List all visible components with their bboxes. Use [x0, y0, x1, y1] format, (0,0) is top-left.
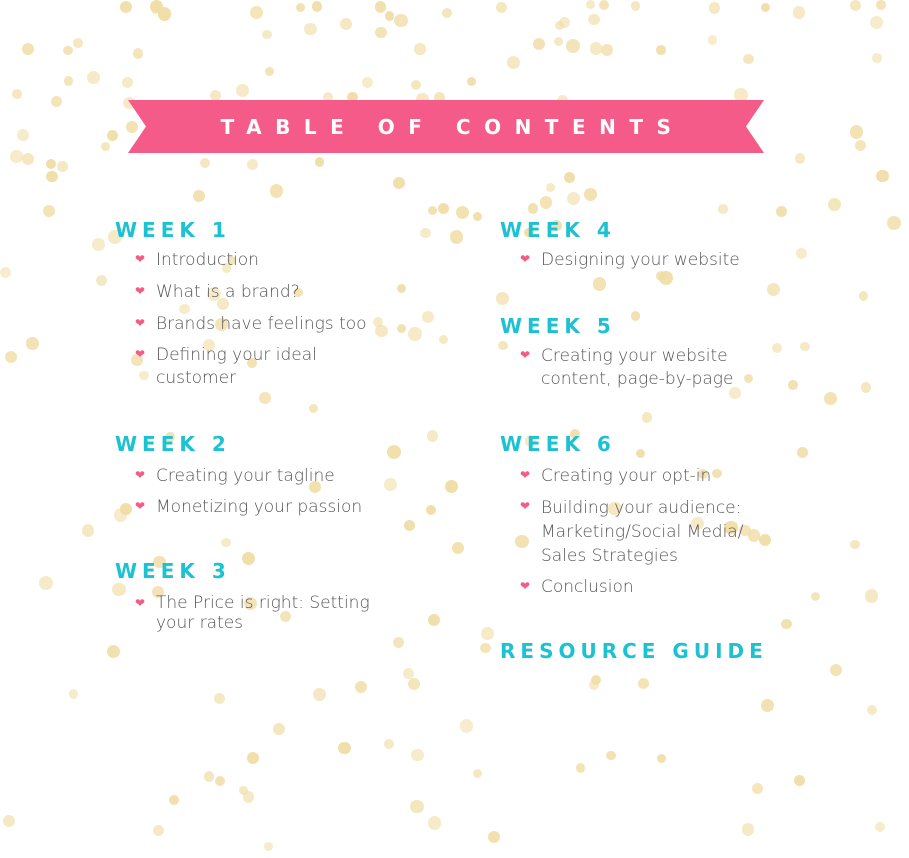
confetti-dot [586, 0, 595, 9]
confetti-dot [872, 53, 882, 63]
confetti-dot [250, 6, 263, 19]
confetti-dot [315, 157, 324, 166]
confetti-dot [657, 754, 666, 763]
confetti-dot [761, 699, 774, 712]
confetti-dot [850, 540, 860, 550]
confetti-dot [593, 277, 607, 291]
confetti-dot [887, 216, 901, 230]
list-item: ❤ The Price is right: Setting your rates [135, 593, 370, 633]
week-1-section [115, 218, 415, 390]
confetti-dot [795, 153, 805, 163]
confetti-dot [5, 351, 18, 364]
confetti-dot [338, 742, 351, 755]
confetti-dot [69, 689, 78, 698]
confetti-dot [656, 45, 666, 55]
confetti-dot [445, 480, 458, 493]
week-6-title: WEEK 6 [500, 432, 616, 456]
list-item: ❤ Defining your ideal customer [135, 345, 317, 388]
confetti-dot [855, 140, 866, 151]
confetti-dot [422, 311, 434, 323]
heart-icon: ❤ [135, 347, 146, 361]
confetti-dot [410, 800, 423, 813]
confetti-dot [221, 538, 231, 548]
confetti-dot [642, 412, 652, 422]
confetti-dot [567, 192, 580, 205]
confetti-dot [659, 271, 673, 285]
confetti-dot [46, 159, 57, 170]
confetti-dot [439, 335, 449, 345]
confetti-dot [870, 16, 883, 29]
confetti-dot [564, 172, 575, 183]
confetti-dot [10, 150, 23, 163]
confetti-dot [312, 1, 322, 11]
confetti-dot [606, 751, 616, 761]
confetti-dot [96, 275, 107, 286]
confetti-dot [576, 763, 585, 772]
list-item: ❤ Monetizing your passion [135, 497, 363, 517]
confetti-dot [101, 142, 111, 152]
confetti-dot [588, 14, 600, 26]
confetti-dot [411, 749, 423, 761]
confetti-dot [384, 739, 394, 749]
confetti-dot [850, 125, 863, 138]
confetti-dot [273, 723, 285, 735]
confetti-dot [540, 196, 553, 209]
confetti-dot [481, 627, 494, 640]
week-1-title: WEEK 1 [115, 218, 231, 242]
confetti-dot [861, 382, 872, 393]
confetti-dot [107, 645, 120, 658]
heart-icon: ❤ [520, 499, 531, 513]
confetti-dot [394, 14, 408, 28]
list-item: ❤ Creating your opt-in [520, 466, 712, 486]
confetti-dot [554, 37, 563, 46]
confetti-dot [63, 46, 73, 56]
confetti-dot [800, 342, 809, 351]
confetti-dot [456, 206, 469, 219]
confetti-dot [313, 688, 326, 701]
heart-icon: ❤ [135, 316, 146, 330]
confetti-dot [414, 43, 425, 54]
confetti-dot [82, 524, 95, 537]
confetti-dot [46, 171, 57, 182]
confetti-dot [601, 44, 613, 56]
confetti-dot [442, 8, 452, 18]
confetti-dot [214, 693, 225, 704]
confetti-dot [546, 183, 555, 192]
week-3-section [115, 559, 415, 633]
confetti-dot [875, 822, 885, 832]
week-2-section [115, 432, 415, 519]
list-item: ❤ Brands have feelings too [135, 314, 367, 334]
confetti-dot [752, 783, 763, 794]
confetti-dot [473, 212, 483, 222]
list-item: ❤ Creating your website content, page-by-page [520, 346, 734, 389]
confetti-dot [767, 283, 780, 296]
confetti-dot [262, 30, 272, 40]
week-6-section [500, 432, 800, 599]
confetti-dot [210, 90, 221, 101]
confetti-dot [236, 84, 249, 97]
confetti-dot [566, 39, 580, 53]
list-item: ❤ Building your audience: Marketing/Social Media/ Sales Strategies [520, 498, 744, 566]
confetti-dot [404, 520, 415, 531]
heart-icon: ❤ [135, 596, 146, 610]
confetti-dot [107, 130, 118, 141]
heart-icon: ❤ [520, 348, 531, 362]
confetti-dot [867, 705, 877, 715]
confetti-dot [362, 77, 373, 88]
confetti-dot [793, 6, 805, 18]
confetti-dot [708, 35, 718, 45]
confetti-dot [830, 664, 843, 677]
confetti-dot [12, 89, 22, 99]
confetti-dot [264, 842, 273, 851]
confetti-dot [876, 0, 886, 10]
confetti-dot [742, 823, 755, 836]
confetti-dot [247, 159, 258, 170]
confetti-dot [150, 0, 163, 13]
list-item: ❤ Conclusion [520, 577, 634, 597]
confetti-dot [761, 3, 770, 12]
confetti-dot [26, 337, 39, 350]
confetti-dot [452, 542, 464, 554]
confetti-dot [215, 776, 225, 786]
confetti-dot [296, 3, 305, 12]
list-item: ❤ Introduction [135, 250, 259, 270]
confetti-dot [599, 0, 609, 10]
week-5-title: WEEK 5 [500, 314, 616, 338]
page-title: TABLE OF CONTENTS [220, 115, 685, 139]
confetti-dot [193, 190, 205, 202]
confetti-dot [428, 614, 440, 626]
confetti-dot [87, 71, 100, 84]
confetti-dot [876, 170, 889, 183]
confetti-dot [828, 198, 841, 211]
confetti-dot [247, 752, 259, 764]
confetti-dot [718, 204, 727, 213]
confetti-dot [811, 592, 820, 601]
heart-icon: ❤ [520, 252, 531, 266]
week-4-title: WEEK 4 [500, 218, 616, 242]
confetti-dot [375, 1, 387, 13]
confetti-dot [473, 769, 482, 778]
confetti-dot [460, 719, 474, 733]
heart-icon: ❤ [520, 468, 531, 482]
confetti-dot [385, 11, 395, 21]
confetti-dot [375, 27, 387, 39]
confetti-dot [631, 1, 641, 11]
confetti-dot [57, 161, 67, 171]
confetti-dot [411, 80, 421, 90]
confetti-dot [22, 43, 35, 56]
heart-icon: ❤ [135, 284, 146, 298]
confetti-dot [781, 619, 792, 630]
confetti-dot [265, 67, 274, 76]
confetti-dot [555, 21, 564, 30]
confetti-dot [467, 77, 477, 87]
week-5-section [500, 314, 800, 391]
week-2-title: WEEK 2 [115, 432, 231, 456]
confetti-dot [824, 392, 837, 405]
confetti-dot [153, 825, 164, 836]
confetti-dot [589, 680, 599, 690]
heart-icon: ❤ [135, 468, 146, 482]
confetti-dot [427, 430, 439, 442]
confetti-dot [533, 38, 545, 50]
confetti-dot [859, 291, 868, 300]
confetti-dot [408, 678, 420, 690]
confetti-dot [0, 267, 11, 278]
confetti-dot [480, 643, 490, 653]
week-4-section [500, 218, 800, 272]
confetti-dot [584, 188, 597, 201]
confetti-dot [507, 56, 520, 69]
confetti-dot [243, 791, 254, 802]
confetti-dot [43, 205, 55, 217]
confetti-dot [865, 589, 879, 603]
list-item: ❤ Creating your tagline [135, 466, 335, 486]
confetti-dot [200, 158, 210, 168]
confetti-dot [794, 775, 805, 786]
confetti-dot [39, 576, 53, 590]
confetti-dot [3, 815, 15, 827]
confetti-dot [309, 404, 319, 414]
confetti-dot [496, 2, 507, 13]
confetti-dot [17, 129, 29, 141]
heart-icon: ❤ [520, 579, 531, 593]
confetti-dot [73, 38, 83, 48]
confetti-dot [120, 1, 133, 14]
confetti-dot [304, 23, 316, 35]
confetti-dot [488, 831, 500, 843]
confetti-dot [51, 96, 63, 108]
confetti-dot [64, 76, 74, 86]
confetti-dot [270, 184, 284, 198]
list-item: ❤ What is a brand? [135, 282, 300, 302]
confetti-dot [393, 637, 404, 648]
confetti-dot [92, 238, 105, 251]
confetti-dot [496, 292, 509, 305]
confetti-dot [438, 203, 449, 214]
confetti-dot [204, 771, 215, 782]
confetti-dot [420, 228, 431, 239]
confetti-dot [403, 668, 414, 679]
confetti-dot [428, 816, 442, 830]
confetti-dot [590, 42, 602, 54]
confetti-dot [133, 48, 143, 58]
confetti-dot [743, 54, 754, 65]
list-item: ❤ Designing your website [520, 250, 740, 270]
confetti-dot [428, 206, 437, 215]
resource-guide-heading: RESOURCE GUIDE [500, 639, 768, 663]
confetti-dot [776, 206, 787, 217]
confetti-dot [426, 505, 436, 515]
heart-icon: ❤ [135, 252, 146, 266]
confetti-dot [22, 153, 34, 165]
heart-icon: ❤ [135, 499, 146, 513]
confetti-dot [355, 681, 368, 694]
confetti-dot [450, 230, 463, 243]
confetti-dot [340, 18, 352, 30]
confetti-dot [528, 203, 538, 213]
confetti-dot [393, 177, 405, 189]
confetti-dot [709, 2, 720, 13]
title-banner [128, 100, 764, 153]
confetti-dot [850, 0, 861, 11]
confetti-dot [122, 77, 133, 88]
confetti-dot [259, 392, 271, 404]
confetti-dot [169, 795, 179, 805]
confetti-dot [638, 678, 649, 689]
week-3-title: WEEK 3 [115, 559, 231, 583]
